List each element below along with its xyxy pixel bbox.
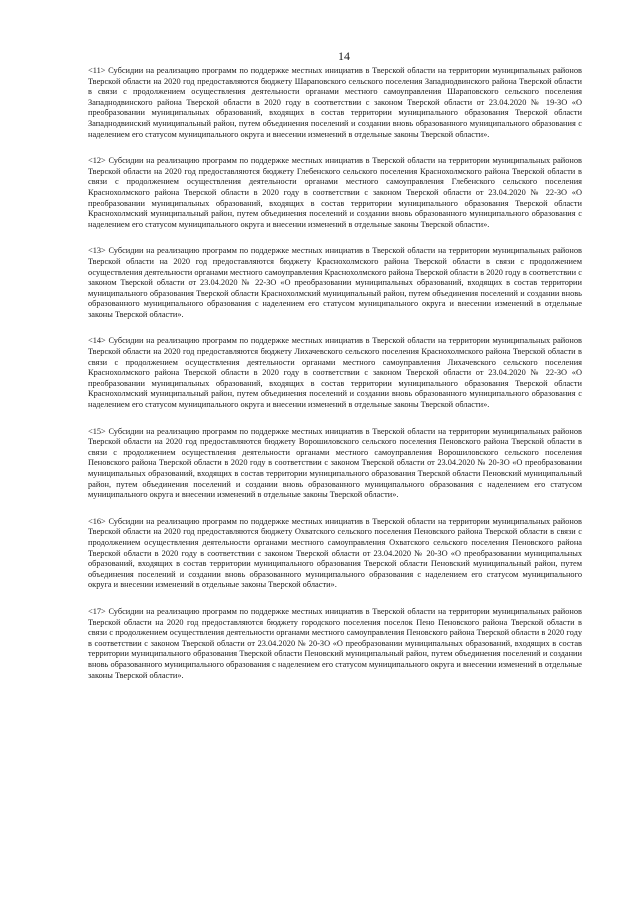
footnote-14 bbox=[88, 336, 582, 410]
footnote-text: <15> Субсидии на реализацию программ по поддержке местных инициатив в Тверской области на территории муниципальных районов Тверской области на 2020 год предоставляются бюджету Ворошиловского сельского поселения Пеновского района Тверской области в связи с продолжением осуществления деятельности органами местного самоуправления Ворошиловского сельского поселения Пеновского района Тверской области в 2020 году в соответствии с законом Тверской области от 23.04.2020 № 20-ЗО «О преобразовании муниципальных образований, входящих в состав территории муниципального образования Тверской области Пеновский муниципальный район, путем объединения поселений и создании вновь образованного муниципального образования с наделением его статусом муниципального округа и внесении изменений в отдельные законы Тверской области». bbox=[88, 426, 582, 500]
page-number: 14 bbox=[338, 49, 350, 63]
footnote-13 bbox=[88, 246, 582, 320]
footnote-text: <16> Субсидии на реализацию программ по поддержке местных инициатив в Тверской области на территории муниципальных районов Тверской области на 2020 год предоставляются бюджету Охватского сельского поселения Пеновского района Тверской области в связи с продолжением осуществления деятельности органами местного самоуправления Охватского сельского поселения Пеновского района Тверской области в 2020 году в соответствии с законом Тверской области от 23.04.2020 № 20-ЗО «О преобразовании муниципальных образований, входящих в состав территории муниципального образования Тверской области Пеновский муниципальный район, путем объединения поселений и создании вновь образованного муниципального образования с наделением его статусом муниципального округа и внесении изменений в отдельные законы Тверской области». bbox=[88, 516, 582, 590]
footnote-12 bbox=[88, 156, 582, 230]
footnotes-list bbox=[88, 66, 582, 697]
footnote-11 bbox=[88, 66, 582, 140]
footnote-text: <12> Субсидии на реализацию программ по поддержке местных инициатив в Тверской области на территории муниципальных районов Тверской области на 2020 год предоставляются бюджету Глебенского сельского поселения Краснохолмского района Тверской области в связи с продолжением осуществления деятельности органами местного самоуправления Глебенского сельского поселения Краснохолмского района Тверской области в 2020 году в соответствии с законом Тверской области от 23.04.2020 № 22-ЗО «О преобразовании муниципальных образований, входящих в состав территории муниципального образования Тверской области Краснохолмский муниципальный район, путем объединения поселений и создании вновь образованного муниципального образования с наделением его статусом муниципального округа и внесении изменений в отдельные законы Тверской области». bbox=[88, 156, 582, 229]
footnote-15 bbox=[88, 427, 582, 501]
footnote-text: <13> Субсидии на реализацию программ по поддержке местных инициатив в Тверской области на территории муниципальных районов Тверской области на 2020 год предоставляются бюджету Краснохолмского района Тверской области в связи с продолжением осуществления деятельности органами местного самоуправления Краснохолмского района Тверской области в 2020 году в соответствии с законом Тверской области от 23.04.2020 № 22-ЗО «О преобразовании муниципальных образований, входящих в состав территории муниципального образования Тверской области Краснохолмский муниципальный район, путем объединения поселений и создании вновь образованного муниципального образования с наделением его статусом муниципального округа и внесении изменений в отдельные законы Тверской области». bbox=[88, 246, 582, 319]
footnote-text: <14> Субсидии на реализацию программ по поддержке местных инициатив в Тверской области на территории муниципальных районов Тверской области на 2020 год предоставляются бюджету Лихачевского сельского поселения Краснохолмского района Тверской области в связи с продолжением осуществления деятельности органами местного самоуправления Лихачевского сельского поселения Краснохолмского района Тверской области в 2020 году в соответствии с законом Тверской области от 23.04.2020 № 22-ЗО «О преобразовании муниципальных образований, входящих в состав территории муниципального образования Тверской области Краснохолмский муниципальный район, путем объединения поселений и создании вновь образованного муниципального образования с наделением его статусом муниципального округа и внесении изменений в отдельные законы Тверской области». bbox=[88, 336, 582, 410]
footnote-17 bbox=[88, 607, 582, 681]
footnote-16 bbox=[88, 517, 582, 591]
footnote-text: <11> Субсидии на реализацию программ по поддержке местных инициатив в Тверской области на территории муниципальных районов Тверской области на 2020 год предоставляются бюджету Шараповского сельского поселения Западнодвинского района Тверской области в связи с продолжением осуществления деятельности органами местного самоуправления Шараповского сельского поселения Западнодвинского района Тверской области в 2020 году в соответствии с законом Тверской области от 23.04.2020 № 19-ЗО «О преобразовании муниципальных образований, входящих в состав территории муниципального образования Тверской области Западнодвинский муниципальный район, путем объединения поселений и создании вновь образованного муниципального образования с наделением его статусом муниципального округа и внесении изменений в отдельные законы Тверской области». bbox=[88, 66, 582, 139]
footnote-text: <17> Субсидии на реализацию программ по поддержке местных инициатив в Тверской области на территории муниципальных районов Тверской области на 2020 год предоставляются бюджету городского поселения поселок Пено Пеновского района Тверской области в связи с продолжением осуществления деятельности органами местного самоуправления Пеновского района Тверской области в 2020 году в соответствии с законом Тверской области от 23.04.2020 № 20-ЗО «О преобразовании муниципальных образований, входящих в состав территории муниципального образования Тверской области Пеновский муниципальный район, путем объединения поселений и создании вновь образованного муниципального образования с наделением его статусом муниципального округа и внесении изменений в отдельные законы Тверской области». bbox=[88, 606, 582, 680]
